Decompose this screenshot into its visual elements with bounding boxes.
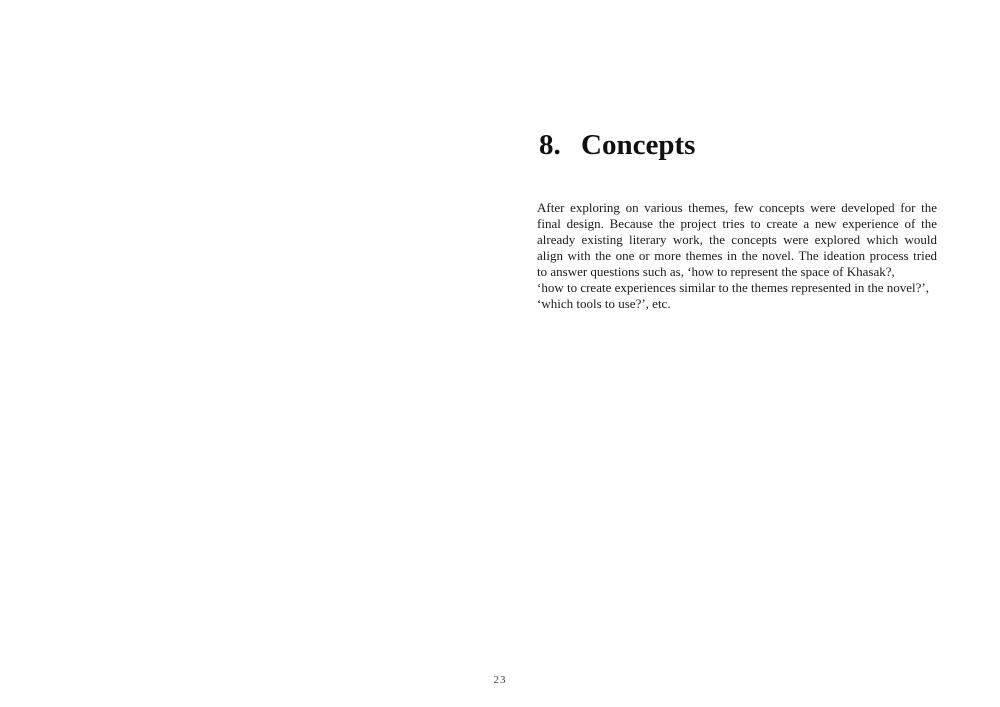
paragraph-line: to answer questions such as, ‘how to represent the space of Khasak?,: [537, 264, 895, 279]
section-number: 8.: [539, 129, 561, 161]
paragraph-line: already existing literary work, the concepts were explored which would: [537, 232, 937, 247]
paragraph-line: ‘which tools to use?’, etc.: [537, 296, 671, 311]
paragraph-line: After exploring on various themes, few concepts were developed for the: [537, 200, 937, 215]
paragraph-line: ‘how to create experiences similar to the themes represented in the novel?’,: [537, 280, 930, 295]
right-page: [500, 0, 1000, 707]
section-heading: [539, 127, 695, 163]
section-title: Concepts: [581, 129, 696, 161]
paragraph-line: final design. Because the project tries to create a new experience of the: [537, 216, 937, 231]
page-number: 23: [493, 674, 507, 686]
paragraph-line: align with the one or more themes in the novel. The ideation process tried: [537, 248, 937, 263]
body-paragraph: [537, 200, 937, 312]
